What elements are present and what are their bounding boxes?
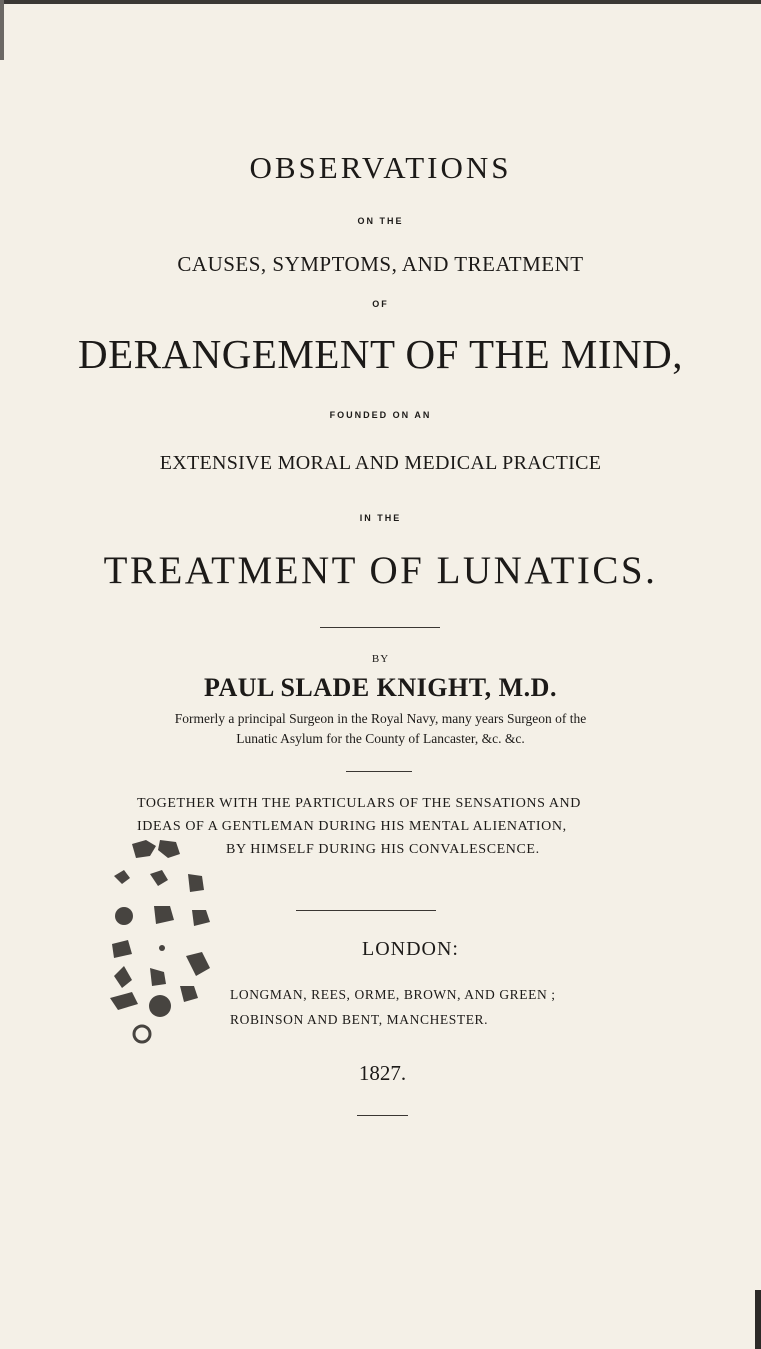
author-name: PAUL SLADE KNIGHT, M.D. (204, 673, 557, 702)
page-left-edge (0, 0, 4, 60)
subtitle-extensive: EXTENSIVE MORAL AND MEDICAL PRACTICE (159, 452, 602, 474)
page-right-edge (755, 1290, 761, 1349)
together-line-3: BY HIMSELF DURING HIS CONVALESCENCE. (226, 842, 540, 857)
in-the-label: IN THE (359, 513, 402, 523)
on-the-label: ON THE (357, 216, 404, 226)
of-label: OF (372, 299, 389, 309)
together-line-1: TOGETHER WITH THE PARTICULARS OF THE SENSATIONS AND (137, 796, 581, 811)
imprint-place: LONDON: (362, 938, 459, 960)
publisher-line-2: ROBINSON AND BENT, MANCHESTER. (230, 1012, 489, 1027)
publisher-line-1: LONGMAN, REES, ORME, BROWN, AND GREEN ; (230, 987, 556, 1002)
together-line-2: IDEAS OF A GENTLEMAN DURING HIS MENTAL ALIENATION, (137, 819, 567, 834)
founded-label: FOUNDED ON AN (329, 410, 432, 420)
by-label: BY (371, 653, 390, 665)
page-top-edge (0, 0, 761, 4)
divider-rule (357, 1115, 408, 1116)
subtitle-causes: CAUSES, SYMPTOMS, AND TREATMENT (177, 252, 584, 276)
author-credentials-line-1: Formerly a principal Surgeon in the Royal Navy, many years Surgeon of the (174, 711, 587, 726)
divider-rule (346, 771, 412, 772)
divider-rule (320, 627, 440, 628)
publication-year: 1827. (358, 1061, 407, 1085)
divider-rule (296, 910, 436, 911)
subtitle-derangement: DERANGEMENT OF THE MIND, (78, 331, 683, 377)
book-title: OBSERVATIONS (249, 150, 512, 185)
author-credentials-line-2: Lunatic Asylum for the County of Lancaster, &c. &c. (236, 731, 525, 746)
subtitle-treatment: TREATMENT OF LUNATICS. (103, 549, 658, 592)
